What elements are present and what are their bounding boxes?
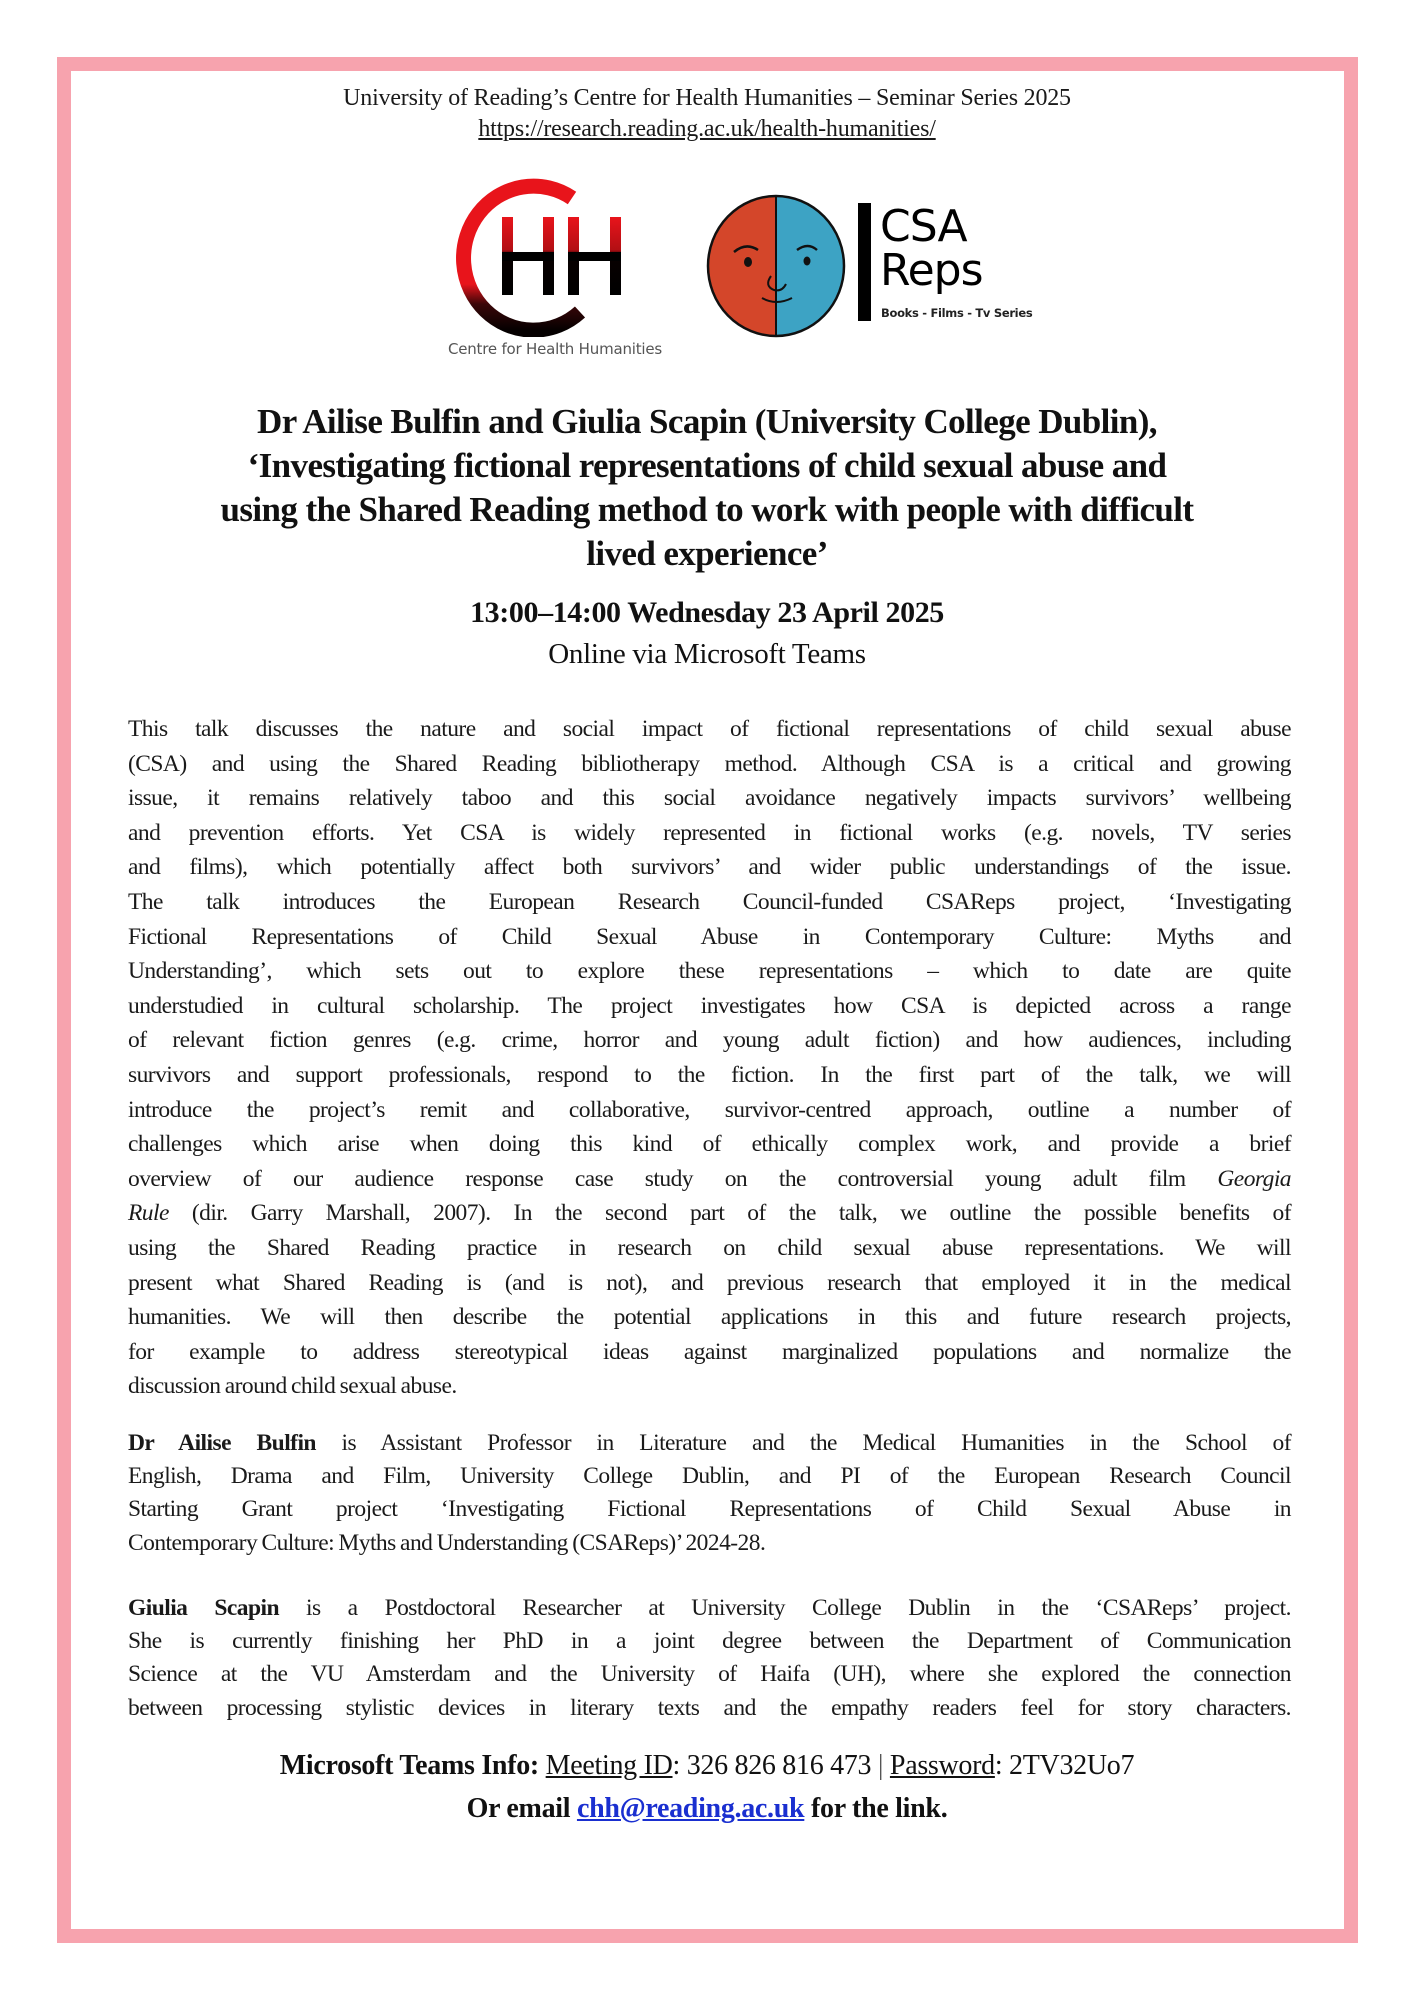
chh-logo-mark — [440, 172, 670, 337]
abstract-line: Fictional Representations of Child Sexual Abuse in Contemporary Culture: Myths and — [128, 923, 1291, 950]
bio-line: Contemporary Culture: Myths and Understanding (CSAReps)’ 2024-28. — [128, 1529, 766, 1556]
teams-info-label: Microsoft Teams Info: — [279, 1750, 539, 1781]
bio-line: Starting Grant project ‘Investigating Fictional Representations of Child Sexual Abuse in — [128, 1496, 1291, 1523]
email-suffix: for the link. — [811, 1793, 948, 1824]
abstract-line — [128, 1196, 1291, 1231]
bio-line: between processing stylistic devices in literary texts and the empathy readers feel for story characters. — [128, 1694, 1291, 1721]
abstract-line: survivors and support professionals, respond to the fiction. In the first part of the talk, we will — [128, 1061, 1291, 1088]
chh-logo-caption: Centre for Health Humanities — [447, 340, 663, 358]
abstract-line: using the Shared Reading practice in research on child sexual abuse representations. We will — [128, 1234, 1291, 1261]
abstract-line: challenges which arise when doing this kind of ethically complex work, and provide a brief — [128, 1131, 1291, 1158]
film-title-georgia: Georgia — [1217, 1165, 1291, 1192]
csa-logo-bar — [858, 203, 871, 321]
email-prefix: Or email — [466, 1793, 571, 1824]
abstract-line — [128, 1162, 1291, 1197]
csa-logo-tagline: Books - Films - Tv Series — [881, 306, 1033, 320]
teams-separator: | — [877, 1750, 884, 1781]
health-humanities-link[interactable]: https://research.reading.ac.uk/health-humanities/ — [478, 116, 936, 142]
password-label: Password — [889, 1750, 995, 1781]
email-line — [0, 1793, 1414, 1825]
meeting-id-value: : 326 826 816 473 — [672, 1750, 872, 1781]
abstract-line: humanities. We will then describe the potential applications in this and future research projects, — [128, 1304, 1291, 1331]
abstract-line: Understanding’, which sets out to explore these representations – which to date are quite — [128, 958, 1291, 985]
talk-title — [120, 400, 1294, 576]
seminar-series-heading: University of Reading’s Centre for Health Humanities – Seminar Series 2025 — [343, 85, 1071, 111]
bio-ailise-bulfin — [128, 1427, 1291, 1560]
abstract-line-text: overview of our audience response case study on the controversial young adult film — [128, 1165, 1186, 1192]
bio-giulia-scapin — [128, 1592, 1291, 1725]
abstract-line: discussion around child sexual abuse. — [128, 1373, 457, 1400]
event-location: Online via Microsoft Teams — [548, 638, 866, 670]
abstract-line: for example to address stereotypical ideas against marginalized populations and normalize the — [128, 1338, 1291, 1365]
event-time: 13:00–14:00 Wednesday 23 April 2025 — [470, 596, 944, 629]
bio-line-text: is a Postdoctoral Researcher at University College Dublin in the ‘CSAReps’ project. — [279, 1595, 1291, 1621]
talk-title-line: using the Shared Reading method to work with people with difficult — [220, 490, 1194, 529]
abstract-line: issue, it remains relatively taboo and this social avoidance negatively impacts survivors’ wellbeing — [128, 785, 1291, 812]
chh-logo — [440, 172, 670, 367]
abstract-line: of relevant fiction genres (e.g. crime, horror and young adult fiction) and how audiences, including — [128, 1027, 1291, 1054]
film-title-rule: Rule — [128, 1200, 169, 1227]
csa-logo-word-reps: Reps — [880, 245, 983, 296]
teams-info — [0, 1750, 1414, 1782]
abstract-line: understudied in cultural scholarship. The project investigates how CSA is depicted across a range — [128, 992, 1291, 1019]
abstract-line: and films), which potentially affect both survivors’ and wider public understandings of the issue. — [128, 854, 1291, 881]
abstract-line: present what Shared Reading is (and is not), and previous research that employed it in the medical — [128, 1269, 1291, 1296]
talk-title-line: ‘Investigating fictional representations of child sexual abuse and — [247, 446, 1167, 485]
abstract-line: The talk introduces the European Research Council-funded CSAReps project, ‘Investigating — [128, 888, 1291, 915]
abstract-line: (CSA) and using the Shared Reading bibliotherapy method. Although CSA is a critical and growing — [128, 750, 1291, 777]
bio-line: She is currently finishing her PhD in a joint degree between the Department of Communication — [128, 1628, 1291, 1655]
bio-line-text: is Assistant Professor in Literature and the Medical Humanities in the School of — [315, 1430, 1291, 1456]
abstract-line: This talk discusses the nature and social impact of fictional representations of child sexual abuse — [128, 716, 1291, 742]
bio-line — [128, 1592, 1291, 1625]
abstract-line-text: (dir. Garry Marshall, 2007). In the second part of the talk, we outline the possible benefits of — [191, 1200, 1291, 1227]
abstract-line: and prevention efforts. Yet CSA is widely represented in fictional works (e.g. novels, TV series — [128, 819, 1291, 846]
abstract-line: introduce the project’s remit and collaborative, survivor-centred approach, outline a number of — [128, 1096, 1291, 1123]
bio-line — [128, 1427, 1291, 1460]
meeting-id-label: Meeting ID — [545, 1750, 673, 1781]
abstract-paragraph — [128, 712, 1291, 1404]
header-url-line — [0, 116, 1414, 143]
csa-logo-word-csa: CSA — [880, 201, 967, 252]
chh-h-letters — [502, 217, 621, 295]
bio-name: Dr Ailise Bulfin — [128, 1430, 316, 1456]
bio-line: English, Drama and Film, University College Dublin, and PI of the European Research Council — [128, 1463, 1291, 1490]
email-link[interactable]: chh@reading.ac.uk — [576, 1793, 805, 1824]
password-value: : 2TV32Uo7 — [994, 1750, 1135, 1781]
bio-line: Science at the VU Amsterdam and the University of Haifa (UH), where she explored the connection — [128, 1661, 1291, 1688]
talk-title-line: Dr Ailise Bulfin and Giulia Scapin (University College Dublin), — [257, 402, 1157, 441]
csa-face-icon — [704, 194, 848, 338]
bio-name: Giulia Scapin — [128, 1595, 280, 1621]
talk-title-line: lived experience’ — [586, 534, 828, 573]
